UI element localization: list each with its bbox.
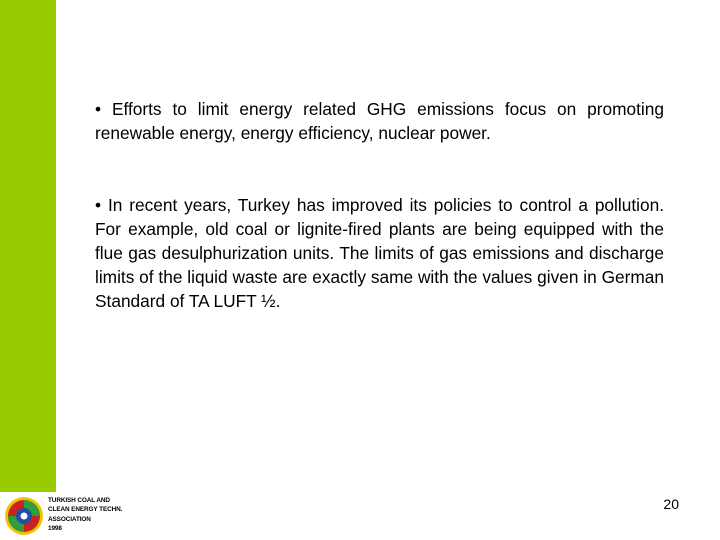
association-year: 1998 bbox=[48, 525, 62, 533]
association-name-line: ASSOCIATION bbox=[48, 515, 91, 523]
association-name-line: CLEAN ENERGY TECHN. bbox=[48, 506, 123, 514]
slide-body bbox=[95, 97, 664, 313]
side-accent-bar bbox=[0, 0, 56, 540]
association-name bbox=[48, 496, 122, 534]
page-number: 20 bbox=[663, 496, 679, 512]
bullet-paragraph-1: • Efforts to limit energy related GHG emissions focus on promoting renewable energy, energy efficiency, nuclear power. bbox=[95, 99, 664, 143]
bullet-paragraph-2: • In recent years, Turkey has improved its policies to control a pollution. For example, old coal or lignite-fired plants are being equipped with the flue gas desulphurization units. The limits of gas emissions and discharge limits of the liquid waste are exactly same with the values given in German Standard of TA LUFT ½. bbox=[95, 195, 664, 311]
association-logo-icon bbox=[2, 492, 46, 536]
association-name-line: TURKISH COAL AND bbox=[48, 497, 110, 504]
association-logo bbox=[0, 492, 200, 540]
